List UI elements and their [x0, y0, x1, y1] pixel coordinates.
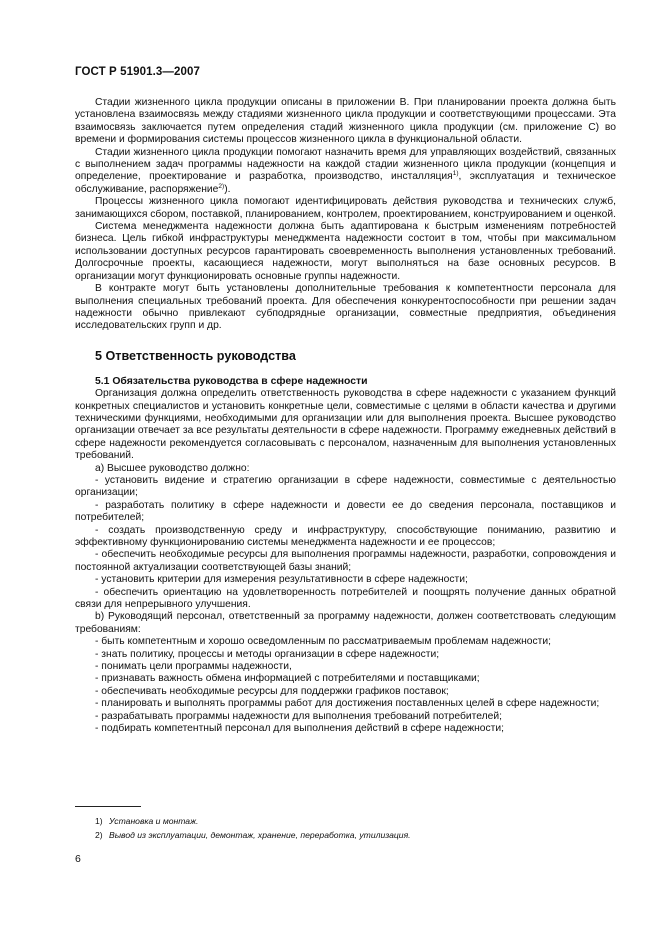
list-item: - признавать важность обмена информацией с потребителями и поставщиками;	[95, 673, 480, 685]
footnote-mark: 1)	[95, 816, 103, 826]
footnotes	[95, 815, 411, 842]
footnote-1	[95, 815, 411, 829]
footnote-ref-1: 1)	[452, 170, 459, 178]
list-item: - быть компетентным и хорошо осведомленным по рассматриваемым проблемам надежности;	[95, 636, 552, 648]
document-id-header: ГОСТ Р 51901.3—2007	[75, 66, 200, 78]
list-item-b: b) Руководящий персонал, ответственный за программу надежности, должен соответствовать следующим требованиям:	[75, 611, 616, 635]
paragraph-text: ).	[224, 183, 231, 195]
list-item: - планировать и выполнять программы работ для достижения поставленных целей в сфере надежности;	[95, 698, 600, 710]
paragraph-text: , эксплуатация и техническое обслуживание, распоряжение	[75, 171, 616, 195]
paragraph-lifecycle-timing	[75, 147, 616, 197]
list-item: - понимать цели программы надежности,	[95, 661, 292, 673]
paragraph-contract: В контракте могут быть установлены дополнительные требования к компетентности персонала для выполнения специальных требований проекта. Для обеспечения конкурентоспособности при решении задач надежности обычно привлекают субподрядные организации, совместные предприятия, объединения исследовательских групп и др.	[75, 283, 616, 332]
paragraph-lifecycle-stages: Стадии жизненного цикла продукции описаны в приложении В. При планировании проекта должна быть установлена взаимосвязь между стадиями жизненного цикла продукции и соответствующими процессами. Эта взаимосвязь заключается путем определения стадий жизненного цикла продукции (см. приложение С) во времени и формирования системы процессов жизненного цикла в функциональной области.	[75, 97, 616, 146]
list-item: - создать производственную среду и инфраструктуру, способствующие пониманию, развитию и эффективному функционированию системы менеджмента надежности и ее процессов;	[75, 524, 616, 548]
section-5-1-intro: Организация должна определить ответственность руководства в сфере надежности с указанием функций конкретных специалистов и установить конкретные цели, совместимые с целями в области качества и другими техническими функциями, необходимыми для организации или для выполнения проекта. Высшее руководство организации отвечает за все результаты деятельности в сфере надежности. Программу ежедневных действий в сфере надежности рекомендуется согласовывать с персоналом, назначенным для выполнения установленных требований.	[75, 388, 616, 462]
footnote-text: Вывод из эксплуатации, демонтаж, хранение, переработка, утилизация.	[109, 829, 411, 840]
list-item: - обеспечить необходимые ресурсы для выполнения программы надежности, разработки, сопровождения и постоянной актуализации соответствующей базы знаний;	[75, 549, 616, 573]
list-item: - установить видение и стратегию организации в сфере надежности, совместимые с деятельностью организации;	[75, 474, 616, 499]
footnote-text: Установка и монтаж.	[109, 816, 199, 826]
list-item: - разработать политику в сфере надежности и довести ее до сведения персонала, поставщиков и потребителей;	[75, 499, 616, 524]
list-item: - обеспечить ориентацию на удовлетворенность потребителей и поощрять получение данных обратной связи для непрерывного улучшения.	[75, 586, 616, 611]
paragraph-lifecycle-processes: Процессы жизненного цикла помогают идентифицировать действия руководства и технических служб, занимающихся сбором, поставкой, планированием, контролем, проектированием, конструированием и оценкой.	[75, 196, 616, 220]
paragraph-management-system: Система менеджмента надежности должна быть адаптирована к быстрым изменениям потребностей бизнеса. Цель гибкой инфраструктуры менеджмента надежности состоит в том, чтобы при максимальном использовании доступных ресурсов гарантировать своевременность выполнения установленных требований. Долгосрочные проекты, касающиеся надежности, могут выполняться на базе основных ресурсов. В организации могут функционировать основные группы надежности.	[75, 221, 616, 282]
list-item: - знать политику, процессы и методы организации в сфере надежности;	[95, 648, 440, 660]
list-item: - обеспечивать необходимые ресурсы для поддержки графиков поставок;	[95, 685, 449, 697]
list-item: - подбирать компетентный персонал для выполнения действий в сфере надежности;	[95, 723, 504, 735]
footnote-2	[95, 829, 411, 843]
subsection-5-1-title: 5.1 Обязательства руководства в сфере надежности	[95, 375, 368, 387]
list-item: - установить критерии для измерения результативности в сфере надежности;	[95, 574, 468, 586]
footnote-separator	[75, 806, 141, 807]
list-item: - разрабатывать программы надежности для выполнения требований потребителей;	[95, 710, 502, 722]
list-item-a: а) Высшее руководство должно:	[95, 462, 250, 474]
paragraph-text: Стадии жизненного цикла продукции помогают назначить время для управляющих воздействий, связанных с выполнением задач программы надежности на каждой стадии жизненного цикла продукции (концепция и определение, проектирование и разработка, производство, инсталляция	[75, 146, 616, 183]
document-body	[75, 97, 616, 736]
page-number: 6	[75, 853, 81, 865]
footnote-mark: 2)	[95, 829, 103, 840]
footnote-ref-2: 2)	[218, 182, 225, 190]
section-5-title: 5 Ответственность руководства	[95, 348, 296, 363]
